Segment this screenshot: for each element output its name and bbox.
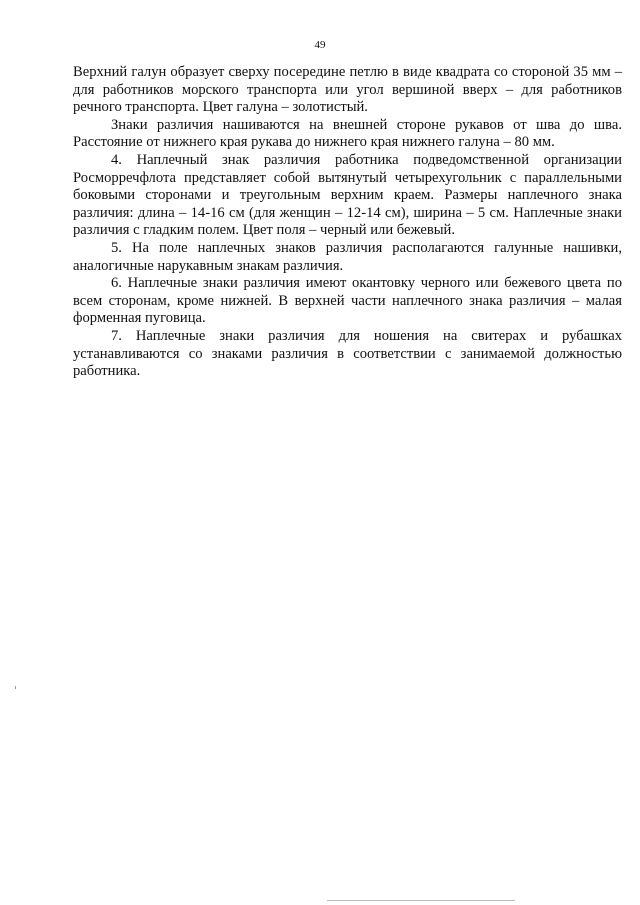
- scan-edge-line: [327, 900, 515, 901]
- paragraph-sleeve-placement: Знаки различия нашиваются на внешней стороне рукавов от шва до шва. Расстояние от нижнего края рукава до нижнего края нижнего галуна – 80 мм.: [73, 116, 622, 151]
- paragraph-item-5: 5. На поле наплечных знаков различия располагаются галунные нашивки, аналогичные нарукавным знакам различия.: [73, 239, 622, 274]
- paragraph-galun-shape: Верхний галун образует сверху посередине петлю в виде квадрата со стороной 35 мм – для работников морского транспорта или угол вершиной вверх – для работников речного транспорта. Цвет галуна – золотистый.: [73, 64, 622, 116]
- page-number: 49: [314, 39, 326, 51]
- paragraph-item-4: 4. Наплечный знак различия работника подведомственной организации Росморречфлота представляет собой вытянутый четырехугольник с параллельными боковыми сторонами и треугольным верхним краем. Размеры наплечного знака различия: длина – 14-16 см (для женщин – 12-14 см), ширина – 5 см. Наплечные знаки различия с гладким полем. Цвет поля – черный или бежевый.: [73, 151, 622, 239]
- paragraph-item-7: 7. Наплечные знаки различия для ношения на свитерах и рубашках устанавливаются со знаками различия в соответствии с занимаемой должностью работника.: [73, 327, 622, 380]
- scan-artifact: [15, 686, 16, 689]
- document-body: [73, 64, 622, 381]
- paragraph-item-6: 6. Наплечные знаки различия имеют окантовку черного или бежевого цвета по всем сторонам, кроме нижней. В верхней части наплечного знака различия – малая форменная пуговица.: [73, 275, 622, 327]
